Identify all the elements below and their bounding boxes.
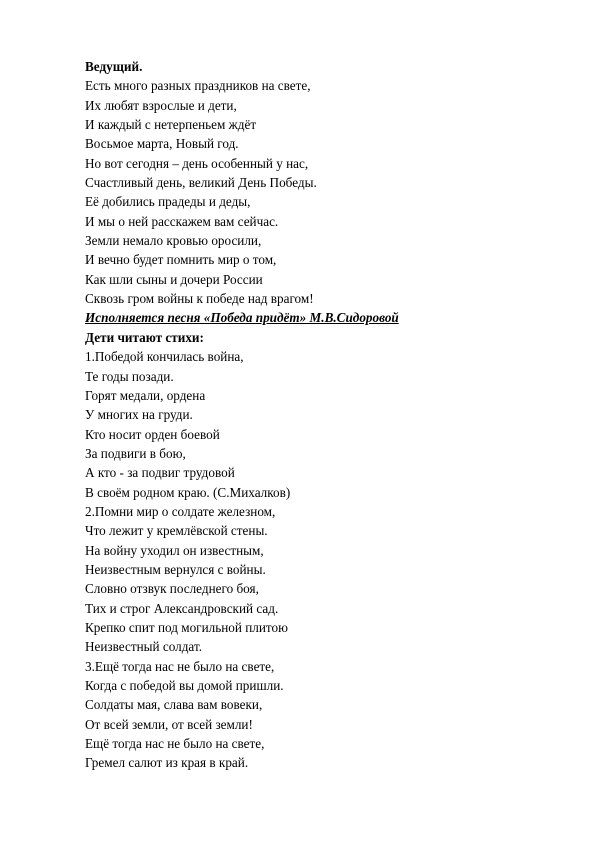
poem-line: Горят медали, ордена [85, 387, 206, 403]
poem-line: Гремел салют из края в край. [85, 755, 249, 771]
host-line: Их любят взрослые и дети, [85, 97, 237, 113]
host-line: Как шли сыны и дочери России [85, 271, 263, 287]
host-line: И мы о ней расскажем вам сейчас. [85, 213, 279, 229]
poem-line: За подвиги в бою, [85, 445, 186, 461]
poem-line: Неизвестный солдат. [85, 639, 203, 655]
song-announcement: Исполняется песня «Победа придёт» М.В.Сидоровой [85, 310, 399, 326]
host-line: И каждый с нетерпеньем ждёт [85, 117, 257, 133]
children-poems [85, 347, 555, 773]
poem-line: 2.Помни мир о солдате железном, [85, 503, 276, 519]
poem-line: На войну уходил он известным, [85, 542, 264, 558]
host-line: Но вот сегодня – день особенный у нас, [85, 155, 309, 171]
host-line: Восьмое марта, Новый год. [85, 136, 239, 152]
document-page [85, 57, 555, 773]
host-line: Её добились прадеды и деды, [85, 194, 251, 210]
poem-line: В своём родном краю. (С.Михалков) [85, 484, 291, 500]
poem-line: Что лежит у кремлёвской стены. [85, 523, 268, 539]
heading-children: Дети читают стихи: [85, 329, 204, 345]
host-line: Земли немало кровью оросили, [85, 233, 262, 249]
poem-line: Неизвестным вернулся с войны. [85, 561, 266, 577]
host-line: Сквозь гром войны к победе над врагом! [85, 291, 314, 307]
poem-line: Солдаты мая, слава вам вовеки, [85, 697, 263, 713]
poem-line: Словно отзвук последнего боя, [85, 581, 259, 597]
poem-line: 3.Ещё тогда нас не было на свете, [85, 658, 275, 674]
poem-line: У многих на груди. [85, 407, 193, 423]
host-line: Есть много разных праздников на свете, [85, 78, 311, 94]
poem-line: Тих и строг Александровский сад. [85, 600, 279, 616]
host-verse [85, 76, 555, 308]
poem-line: Крепко спит под могильной плитою [85, 619, 288, 635]
host-line: И вечно будет помнить мир о том, [85, 252, 277, 268]
heading-host: Ведущий. [85, 59, 143, 74]
poem-line: От всей земли, от всей земли! [85, 716, 253, 732]
poem-line: Те годы позади. [85, 368, 174, 384]
poem-line: Кто носит орден боевой [85, 426, 220, 442]
poem-line: 1.Победой кончилась война, [85, 349, 244, 365]
host-line: Счастливый день, великий День Победы. [85, 175, 317, 191]
poem-line: Ещё тогда нас не было на свете, [85, 736, 265, 752]
poem-line: А кто - за подвиг трудовой [85, 465, 235, 481]
poem-line: Когда с победой вы домой пришли. [85, 678, 284, 693]
